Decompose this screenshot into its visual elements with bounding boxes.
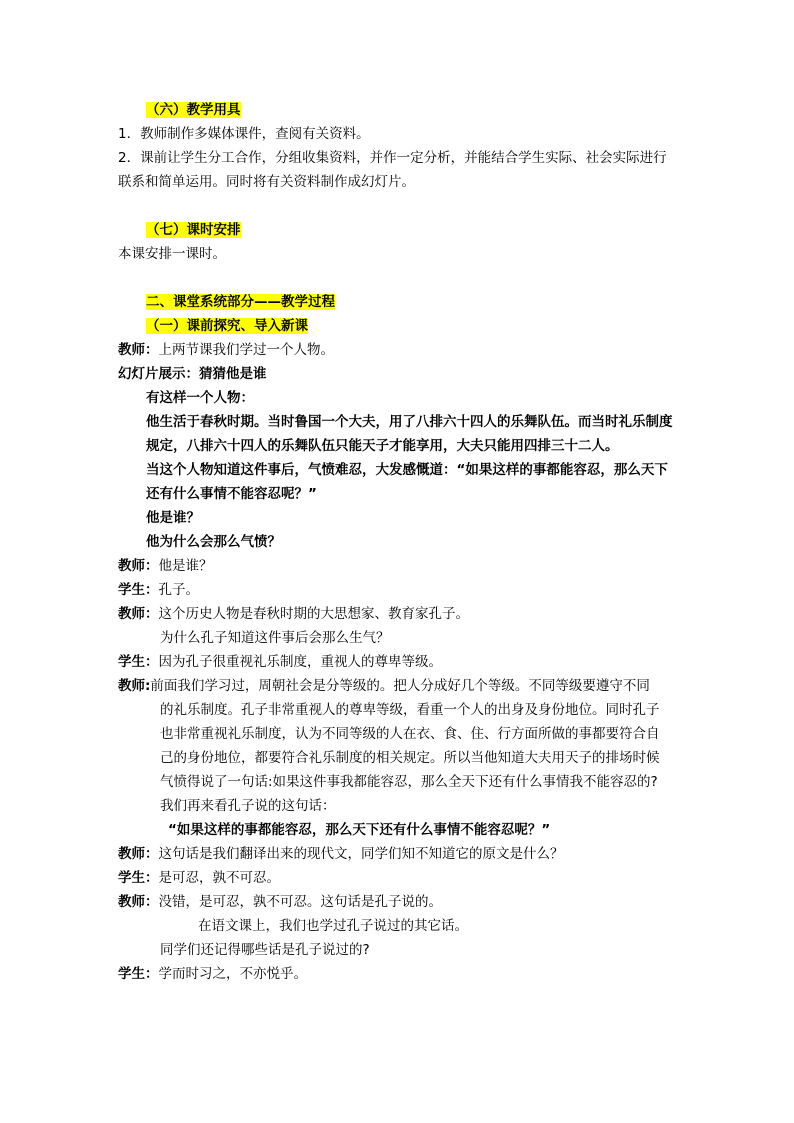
dialogue-continuation: 气愤得说了一句话:如果这件事我都能容忍，那么全天下还有什么事情我不能容忍的?	[160, 774, 658, 790]
dialogue-line	[118, 890, 678, 914]
speech-text: 他是谁？	[158, 558, 213, 574]
dialogue-line	[118, 578, 678, 602]
dialogue-line	[118, 842, 678, 866]
speech-text: 这个历史人物是春秋时期的大思想家、教育家孔子。	[158, 606, 469, 622]
subsection-title: （一）课前探究、导入新课	[146, 318, 308, 334]
speech-text: 这句话是我们翻译出来的现代文，同学们知不知道它的原文是什么？	[158, 846, 564, 862]
slide-paragraph: 当这个人物知道这件事后，气愤难忍，大发感慨道：“如果这样的事都能容忍，那么天下还有什么事情不能容忍呢？”	[146, 462, 668, 502]
dialogue-continuation: 我们再来看孔子说的这句话：	[160, 798, 336, 814]
speaker-label: 教师:	[118, 678, 151, 694]
dialogue-continuation: 也非常重视礼乐制度，认为不同等级的人在衣、食、住、行方面所做的事都要符合自	[160, 726, 660, 742]
dialogue-continuation: 同学们还记得哪些话是孔子说过的?	[160, 942, 370, 958]
slide-paragraph: 他生活于春秋时期。当时鲁国一个大夫，用了八排六十四人的乐舞队伍。而当时礼乐制度规定，八排六十四人的乐舞队伍只能天子才能享用，大夫只能用四排三十二人。	[146, 414, 673, 454]
speaker-label: 教师：	[118, 846, 159, 862]
section-title: （七）课时安排	[146, 222, 241, 238]
slide-label: 幻灯片展示：猜猜他是谁	[118, 366, 267, 382]
dialogue-continuation: 己的身份地位，都要符合礼乐制度的相关规定。所以当他知道大夫用天子的排场时候	[160, 750, 660, 766]
dialogue-line	[118, 650, 678, 674]
document-page	[118, 98, 678, 986]
speech-text: 没错，是可忍，孰不可忍。这句话是孔子说的。	[158, 894, 442, 910]
dialogue-continuation: 的礼乐制度。孔子非常重视人的尊卑等级，看重一个人的出身及身份地位。同时孔子	[160, 702, 660, 718]
dialogue-line	[118, 674, 678, 698]
speaker-label: 教师：	[118, 342, 159, 358]
speaker-label: 教师：	[118, 558, 159, 574]
section-heading-7	[118, 218, 678, 242]
paragraph: 本课安排一课时。	[118, 246, 226, 262]
dialogue-continuation: 为什么孔子知道这件事后会那么生气？	[160, 630, 390, 646]
speech-text: 前面我们学习过，周朝社会是分等级的。把人分成好几个等级。不同等级要遵守不同	[150, 678, 650, 694]
speaker-label: 学生：	[118, 966, 159, 982]
speaker-label: 学生：	[118, 654, 159, 670]
speaker-label: 学生：	[118, 582, 159, 598]
speech-text: 上两节课我们学过一个人物。	[158, 342, 334, 358]
part-title: 二、课堂系统部分——教学过程	[146, 294, 335, 310]
dialogue-line	[118, 866, 678, 890]
dialogue-line	[118, 602, 678, 626]
speaker-label: 学生：	[118, 870, 159, 886]
dialogue-line	[118, 554, 678, 578]
slide-question: 他为什么会那么气愤？	[146, 534, 281, 550]
speaker-label: 教师：	[118, 606, 159, 622]
dialogue-line	[118, 962, 678, 986]
subsection-heading	[118, 314, 678, 338]
section-heading-6	[118, 98, 678, 122]
speech-text: 孔子。	[158, 582, 199, 598]
speech-text: 是可忍，孰不可忍。	[158, 870, 280, 886]
list-item: 2．课前让学生分工合作，分组收集资料，并作一定分析，并能结合学生实际、社会实际进行联系和简单运用。同时将有关资料制作成幻灯片。	[118, 150, 667, 190]
dialogue-continuation: 在语文课上，我们也学过孔子说过的其它话。	[198, 918, 468, 934]
speech-text: 学而时习之，不亦悦乎。	[158, 966, 307, 982]
quote: “如果这样的事都能容忍，那么天下还有什么事情不能容忍呢？”	[168, 822, 551, 838]
slide-paragraph: 有这样一个人物：	[146, 390, 254, 406]
speaker-label: 教师：	[118, 894, 159, 910]
dialogue-line	[118, 338, 678, 362]
slide-question: 他是谁？	[146, 510, 200, 526]
speech-text: 因为孔子很重视礼乐制度，重视人的尊卑等级。	[158, 654, 442, 670]
list-item: 1．教师制作多媒体课件，查阅有关资料。	[118, 126, 370, 142]
part-heading	[118, 290, 678, 314]
section-title: （六）教学用具	[146, 102, 241, 118]
